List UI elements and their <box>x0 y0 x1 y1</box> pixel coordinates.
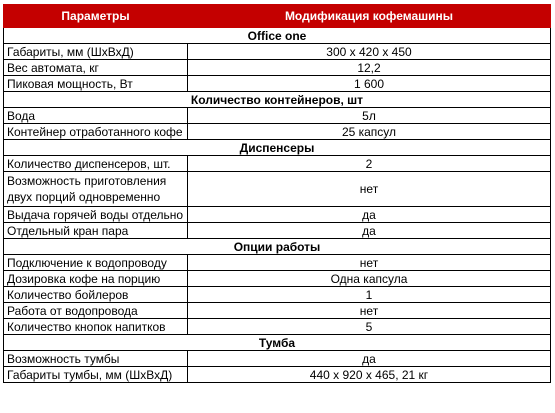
param-label: Габариты, мм (ШхВхД) <box>4 44 188 60</box>
param-value: 300 х 420 х 450 <box>188 44 551 60</box>
param-value: нет <box>188 172 551 207</box>
section-row-containers <box>4 92 551 108</box>
specifications-table <box>3 4 551 383</box>
section-row-cabinet <box>4 335 551 351</box>
param-value: 25 капсул <box>188 124 551 140</box>
param-label: Вода <box>4 108 188 124</box>
table-row <box>4 271 551 287</box>
table-row <box>4 60 551 76</box>
param-label: Контейнер отработанного кофе <box>4 124 188 140</box>
param-value: 5 <box>188 319 551 335</box>
param-label: Габариты тумбы, мм (ШхВхД) <box>4 367 188 383</box>
table-row <box>4 108 551 124</box>
table-row <box>4 287 551 303</box>
param-label: Пиковая мощность, Вт <box>4 76 188 92</box>
section-title: Office one <box>4 28 551 44</box>
param-value: да <box>188 207 551 223</box>
param-label: Количество бойлеров <box>4 287 188 303</box>
table-row <box>4 303 551 319</box>
section-title: Количество контейнеров, шт <box>4 92 551 108</box>
param-value: 5л <box>188 108 551 124</box>
param-value: да <box>188 223 551 239</box>
param-label: Работа от водопровода <box>4 303 188 319</box>
table-row <box>4 124 551 140</box>
param-value: Одна капсула <box>188 271 551 287</box>
param-value: 12,2 <box>188 60 551 76</box>
table-row <box>4 319 551 335</box>
param-label: Выдача горячей воды отдельно <box>4 207 188 223</box>
param-label: Подключение к водопроводу <box>4 255 188 271</box>
param-value: 440 х 920 х 465, 21 кг <box>188 367 551 383</box>
param-label: Количество диспенсеров, шт. <box>4 156 188 172</box>
param-label: Дозировка кофе на порцию <box>4 271 188 287</box>
header-modification: Модификация кофемашины <box>188 5 551 28</box>
param-value: 1 600 <box>188 76 551 92</box>
param-value: 2 <box>188 156 551 172</box>
param-label: Возможность тумбы <box>4 351 188 367</box>
param-label: Возможность приготовления двух порций одновременно <box>4 172 188 207</box>
table-row <box>4 76 551 92</box>
param-label: Отдельный кран пара <box>4 223 188 239</box>
table-row <box>4 172 551 207</box>
table-row <box>4 223 551 239</box>
param-label: Вес автомата, кг <box>4 60 188 76</box>
section-title: Тумба <box>4 335 551 351</box>
param-value: 1 <box>188 287 551 303</box>
table-row <box>4 367 551 383</box>
section-title: Диспенсеры <box>4 140 551 156</box>
param-value: нет <box>188 303 551 319</box>
param-value: да <box>188 351 551 367</box>
section-row-model <box>4 28 551 44</box>
table-row <box>4 255 551 271</box>
param-value: нет <box>188 255 551 271</box>
section-title: Опции работы <box>4 239 551 255</box>
table-row <box>4 207 551 223</box>
header-parameters: Параметры <box>4 5 188 28</box>
table-row <box>4 156 551 172</box>
section-row-dispensers <box>4 140 551 156</box>
section-row-options <box>4 239 551 255</box>
table-row <box>4 44 551 60</box>
table-row <box>4 351 551 367</box>
table-header-row <box>4 5 551 28</box>
param-label: Количество кнопок напитков <box>4 319 188 335</box>
